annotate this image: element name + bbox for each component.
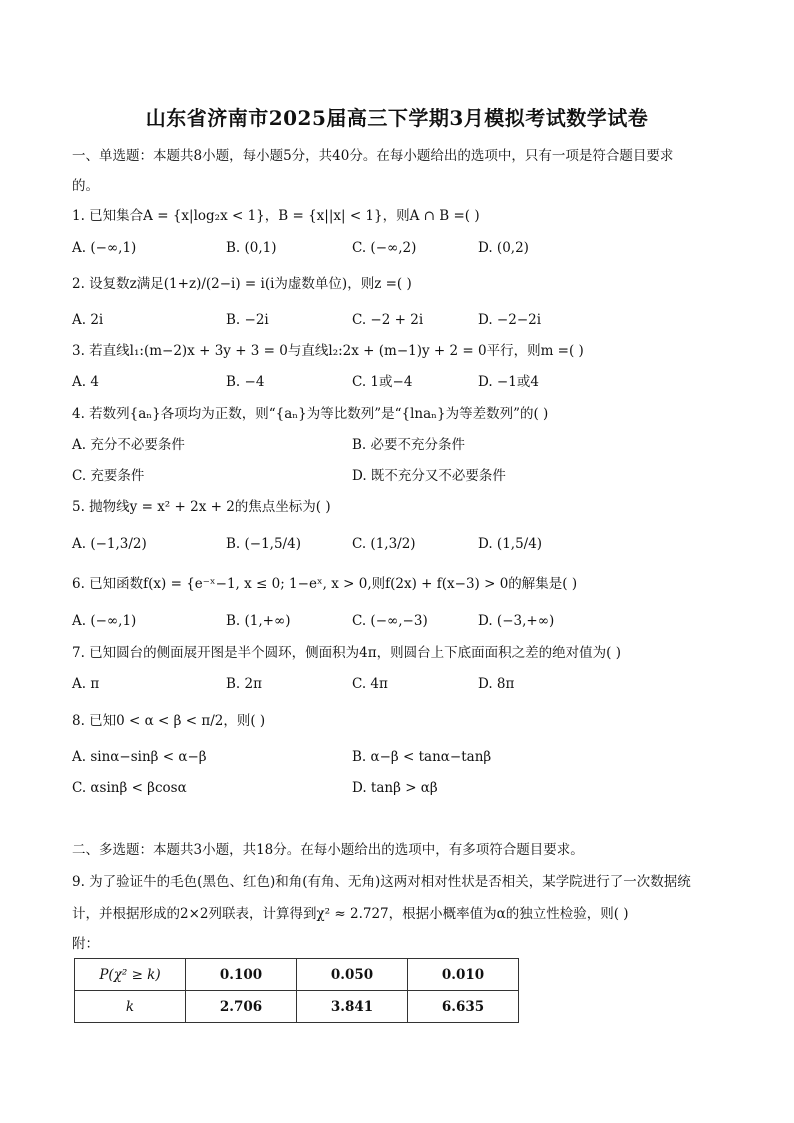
- q8-option-a: A. sinα−sinβ < α−β: [72, 749, 207, 765]
- table-cell: P(χ² ≥ k): [75, 959, 186, 991]
- q3-option-b: B. −4: [226, 374, 265, 390]
- q1-option-b: B. (0,1): [226, 240, 277, 256]
- q3-option-a: A. 4: [72, 374, 99, 390]
- q7-option-b: B. 2π: [226, 676, 262, 692]
- q1-option-a: A. (−∞,1): [72, 240, 137, 256]
- q8-option-d: D. tanβ > αβ: [352, 780, 438, 796]
- q2-option-b: B. −2i: [226, 312, 269, 328]
- table-cell: 0.050: [297, 959, 408, 991]
- q5-option-c: C. (1,3/2): [352, 536, 416, 552]
- q4-option-c: C. 充要条件: [72, 468, 145, 484]
- section1-heading: [72, 146, 673, 166]
- question-7-stem: 7. 已知圆台的侧面展开图是半个圆环，侧面积为4π，则圆台上下底面面积之差的绝对值为( ): [72, 645, 621, 661]
- q2-option-a: A. 2i: [72, 312, 104, 328]
- question-6-stem: 6. 已知函数f(x) = {e⁻ˣ−1, x ≤ 0; 1−eˣ, x > 0,则f(2x) + f(x−3) > 0的解集是( ): [72, 576, 578, 592]
- question-3-stem: 3. 若直线l₁:(m−2)x + 3y + 3 = 0与直线l₂:2x + (m−1)y + 2 = 0平行，则m =( ): [72, 343, 584, 359]
- appendix-label: 附：: [72, 936, 99, 952]
- table-cell: 6.635: [408, 991, 519, 1023]
- question-9-line1: 9. 为了验证牛的毛色(黑色、红色)和角(有角、无角)这两对相对性状是否相关，某学院进行了一次数据统: [72, 874, 691, 890]
- section1-heading-line1: 一、单选题：本题共8小题，每小题5分，共40分。在每小题给出的选项中，只有一项是符合题目要求: [72, 148, 674, 164]
- section1-heading-cont: 的。: [72, 178, 99, 194]
- q6-option-d: D. (−3,+∞): [478, 613, 555, 629]
- table-cell: 3.841: [297, 991, 408, 1023]
- page-title: 山东省济南市2025届高三下学期3月模拟考试数学试卷: [145, 106, 649, 130]
- table-row: [75, 959, 519, 991]
- q6-option-b: B. (1,+∞): [226, 613, 291, 629]
- q3-option-c: C. 1或−4: [352, 374, 413, 390]
- q7-option-a: A. π: [72, 676, 100, 692]
- q2-option-c: C. −2 + 2i: [352, 312, 424, 328]
- question-2-stem: 2. 设复数z满足(1+z)/(2−i) = i(i为虚数单位)，则z =( ): [72, 276, 412, 292]
- q5-option-b: B. (−1,5/4): [226, 536, 301, 552]
- q5-option-a: A. (−1,3/2): [72, 536, 147, 552]
- table-cell: 2.706: [186, 991, 297, 1023]
- q2-option-d: D. −2−2i: [478, 312, 542, 328]
- table-row: [75, 991, 519, 1023]
- q8-option-b: B. α−β < tanα−tanβ: [352, 749, 492, 765]
- question-4-stem: 4. 若数列{aₙ}各项均为正数，则“{aₙ}为等比数列”是“{lnaₙ}为等差数列”的( ): [72, 406, 549, 422]
- q6-option-c: C. (−∞,−3): [352, 613, 428, 629]
- question-9-line2: 计，并根据形成的2×2列联表，计算得到χ² ≈ 2.727，根据小概率值为α的独立性检验，则( ): [72, 906, 629, 922]
- q4-option-a: A. 充分不必要条件: [72, 437, 185, 453]
- table-cell: 0.010: [408, 959, 519, 991]
- q4-option-b: B. 必要不充分条件: [352, 437, 466, 453]
- q1-option-c: C. (−∞,2): [352, 240, 417, 256]
- q4-option-d: D. 既不充分又不必要条件: [352, 468, 506, 484]
- q7-option-c: C. 4π: [352, 676, 388, 692]
- table-cell: 0.100: [186, 959, 297, 991]
- section2-heading: 二、多选题：本题共3小题，共18分。在每小题给出的选项中，有多项符合题目要求。: [72, 842, 584, 858]
- q5-option-d: D. (1,5/4): [478, 536, 543, 552]
- question-5-stem: 5. 抛物线y = x² + 2x + 2的焦点坐标为( ): [72, 499, 331, 515]
- chi-square-reference-table: [74, 958, 519, 1023]
- question-1-stem: 1. 已知集合A = {x|log₂x < 1}，B = {x||x| < 1}，则A ∩ B =( ): [72, 208, 480, 224]
- q3-option-d: D. −1或4: [478, 374, 539, 390]
- table-cell: k: [75, 991, 186, 1023]
- q8-option-c: C. αsinβ < βcosα: [72, 780, 187, 796]
- q6-option-a: A. (−∞,1): [72, 613, 137, 629]
- q7-option-d: D. 8π: [478, 676, 515, 692]
- question-8-stem: 8. 已知0 < α < β < π/2，则( ): [72, 713, 266, 729]
- q1-option-d: D. (0,2): [478, 240, 529, 256]
